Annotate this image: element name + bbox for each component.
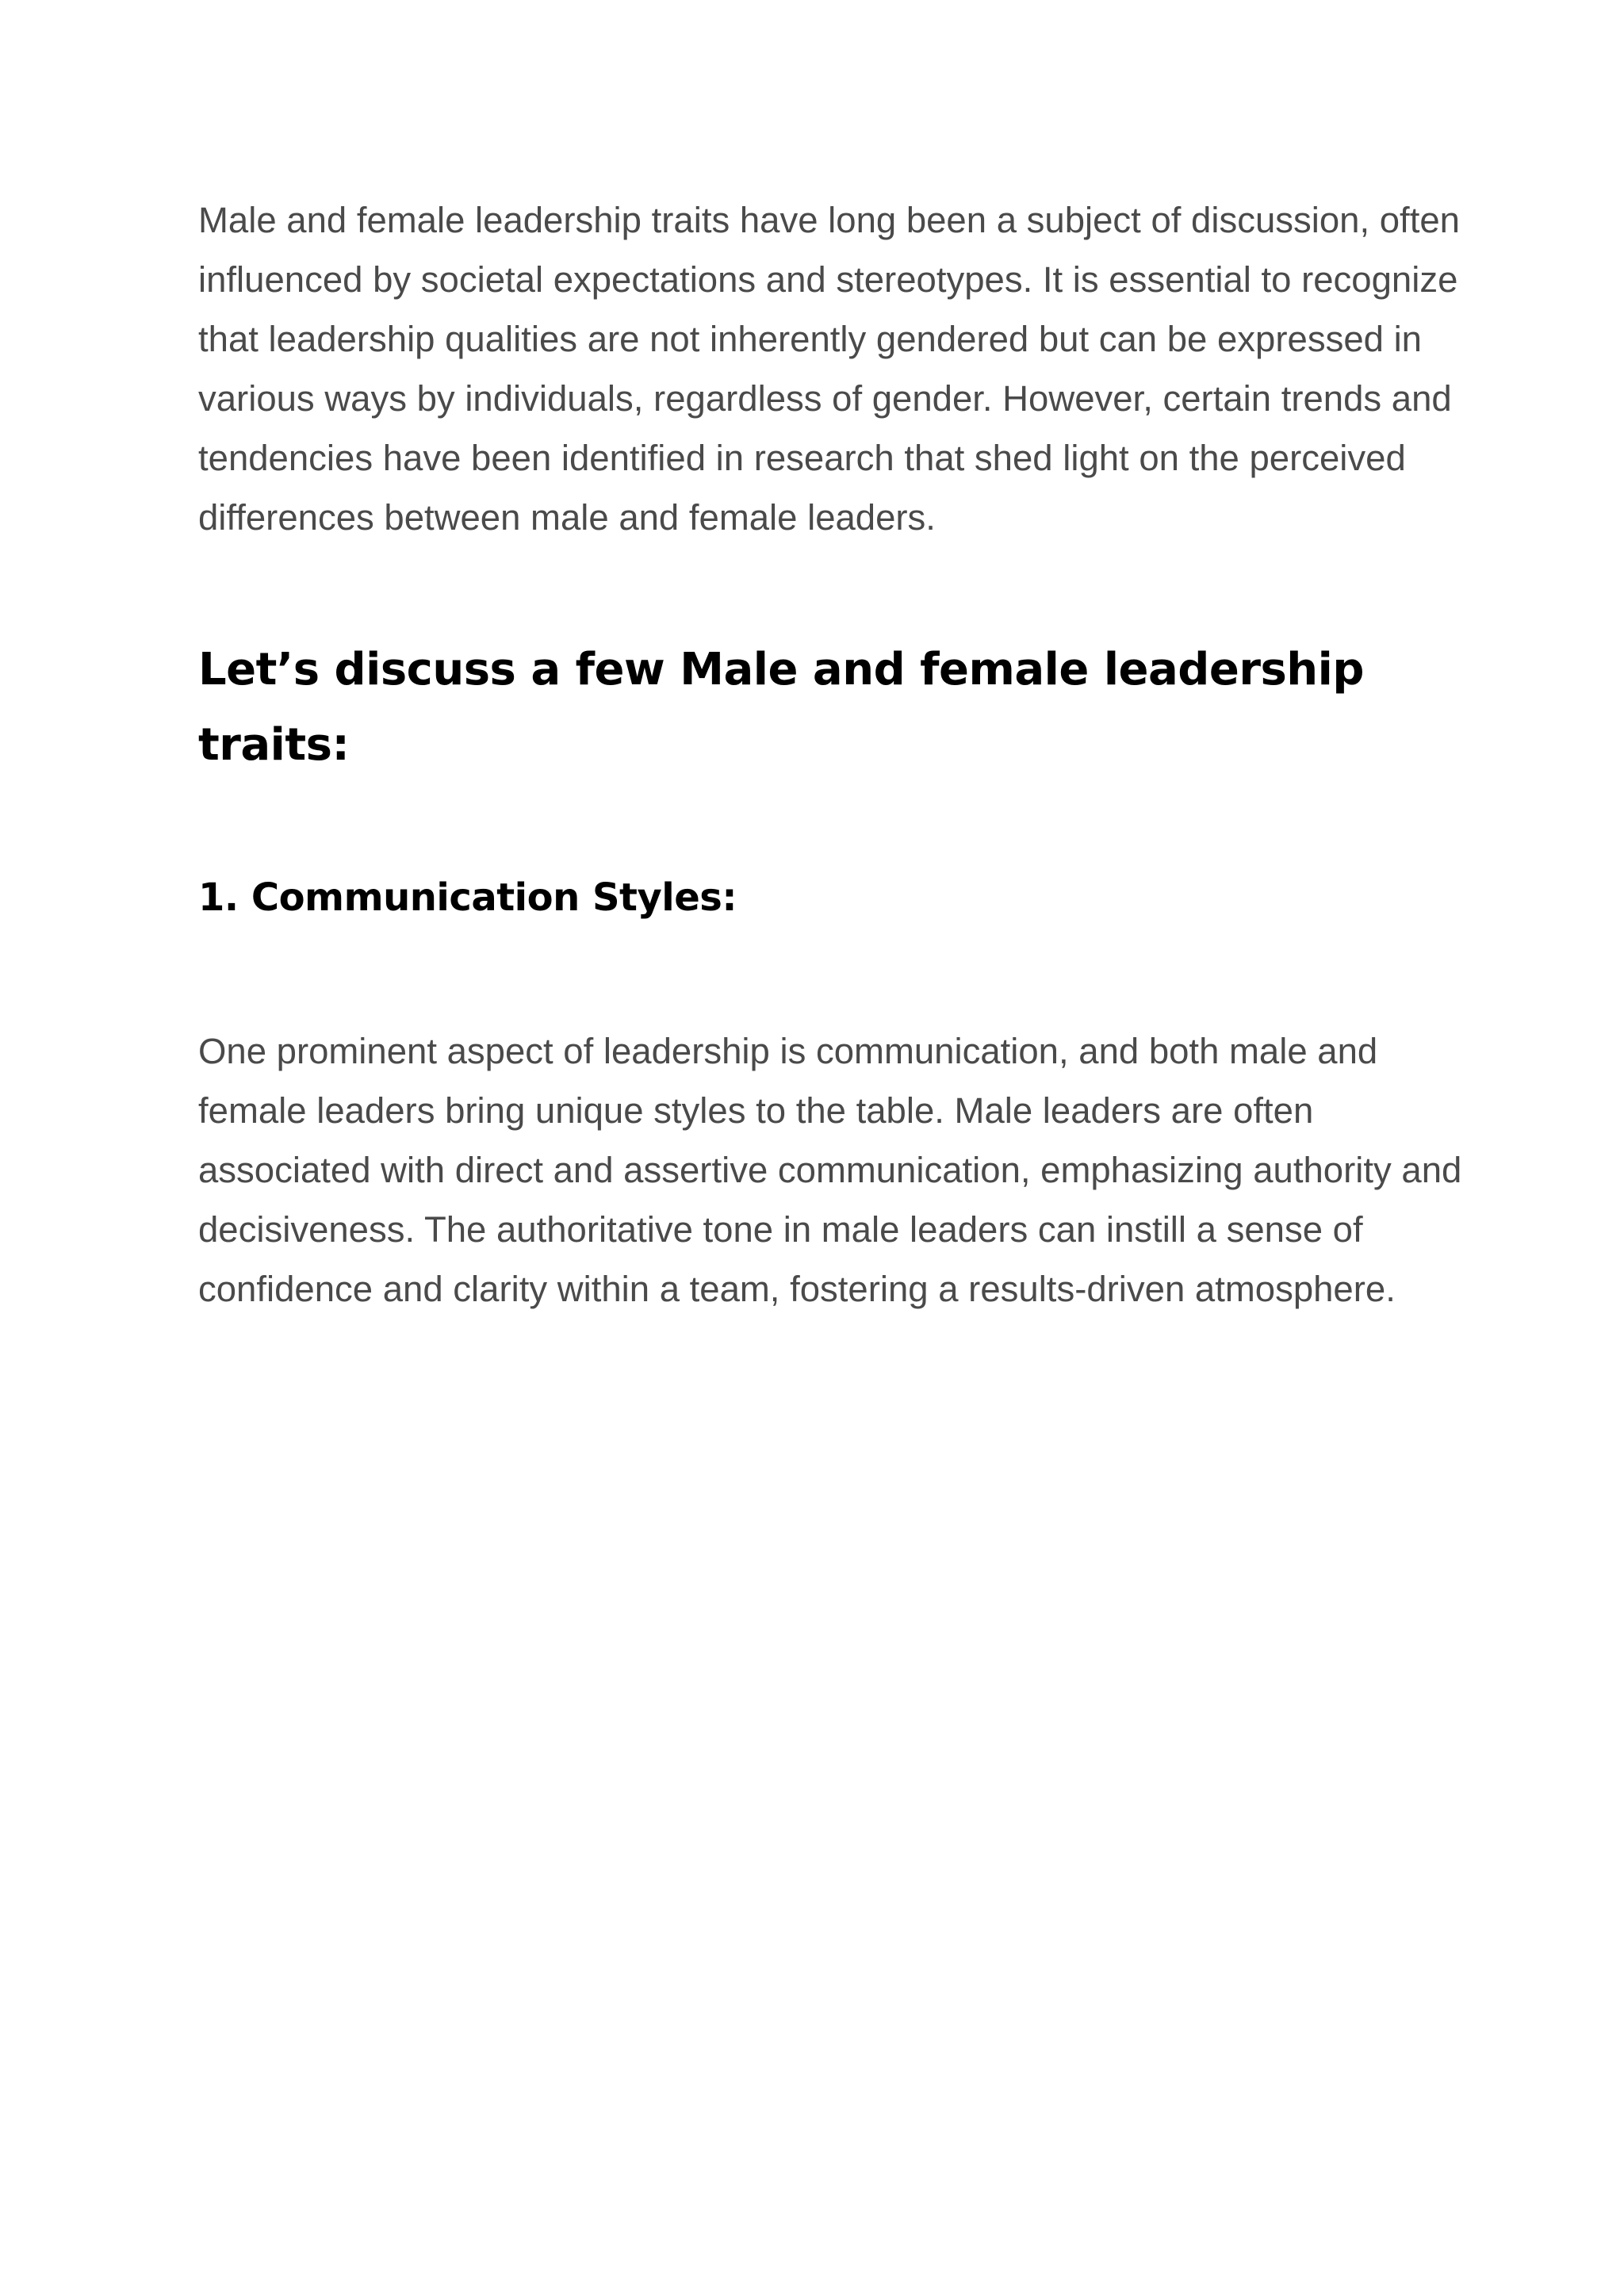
communication-styles-paragraph: One prominent aspect of leadership is communication, and both male and female leaders bring unique styles to the table. Male leaders are often associated with direct and assertive communication, emphasizing authority and decisiveness. The authoritative tone in male leaders can instill a sense of confidence and clarity within a team, fostering a results-driven atmosphere. [198,1031,1462,1309]
section-heading-communication-styles: 1. Communication Styles: [198,875,737,920]
main-heading: Let’s discuss a few Male and female leadership traits: [198,644,1364,771]
intro-paragraph: Male and female leadership traits have long been a subject of discussion, often influenced by societal expectations and stereotypes. It is essential to recognize that leadership qualities are not inherently gendered but can be expressed in various ways by individuals, regardless of gender. However, certain trends and tendencies have been identified in research that shed light on the perceived differences between male and female leaders. [198,200,1460,538]
